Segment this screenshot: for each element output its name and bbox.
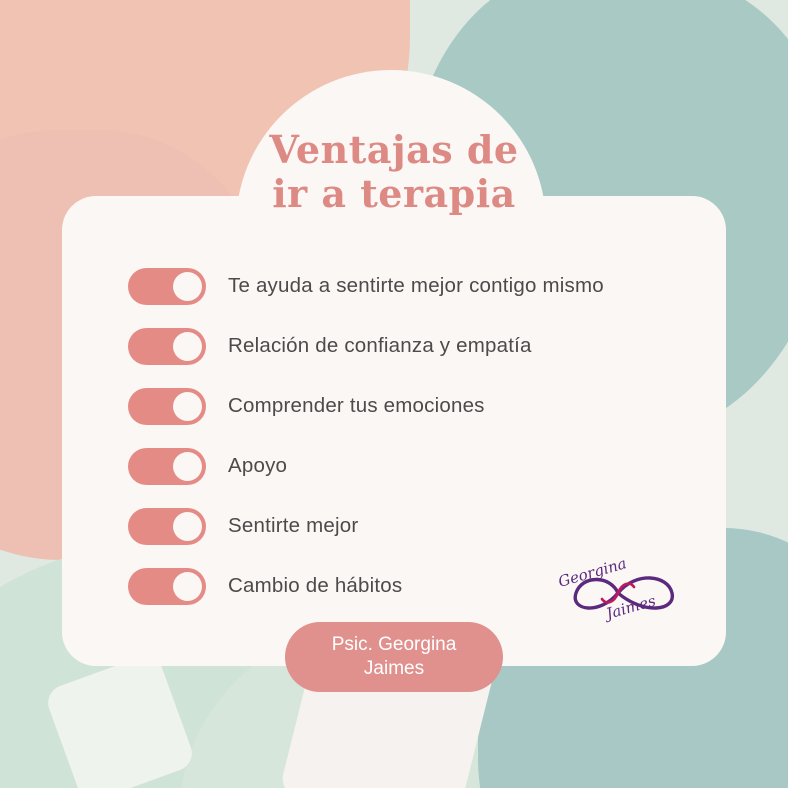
toggle-switch-3[interactable] xyxy=(128,388,206,425)
list-item xyxy=(128,496,728,556)
list-item-label: Cambio de hábitos xyxy=(228,574,403,597)
page-title-line-2: ir a terapia xyxy=(272,171,516,216)
svg-text:Jaimes: Jaimes xyxy=(604,591,658,623)
list-item xyxy=(128,256,728,316)
toggle-switch-2[interactable] xyxy=(128,328,206,365)
list-item-label: Comprender tus emociones xyxy=(228,394,485,417)
signature-line-2: Jaimes xyxy=(363,658,425,679)
svg-text:Georgina: Georgina xyxy=(556,554,629,591)
toggle-knob xyxy=(173,572,202,601)
toggle-knob xyxy=(173,392,202,421)
list-item xyxy=(128,316,728,376)
page-title xyxy=(0,128,788,216)
toggle-switch-1[interactable] xyxy=(128,268,206,305)
toggle-knob xyxy=(173,452,202,481)
list-item-label: Relación de confianza y empatía xyxy=(228,334,532,357)
list-item-label: Te ayuda a sentirte mejor contigo mismo xyxy=(228,274,604,297)
signature-line-1: Psic. Georgina xyxy=(331,634,457,655)
page-title-line-1: Ventajas de xyxy=(269,127,519,172)
georgina-jaimes-infinity-logo xyxy=(548,553,698,631)
list-item xyxy=(128,376,728,436)
toggle-switch-4[interactable] xyxy=(128,448,206,485)
author-signature-pill xyxy=(285,622,503,692)
list-item-label: Apoyo xyxy=(228,454,288,477)
toggle-switch-5[interactable] xyxy=(128,508,206,545)
toggle-switch-6[interactable] xyxy=(128,568,206,605)
toggle-knob xyxy=(173,512,202,541)
toggle-knob xyxy=(173,332,202,361)
list-item-label: Sentirte mejor xyxy=(228,514,359,537)
toggle-knob xyxy=(173,272,202,301)
list-item xyxy=(128,436,728,496)
